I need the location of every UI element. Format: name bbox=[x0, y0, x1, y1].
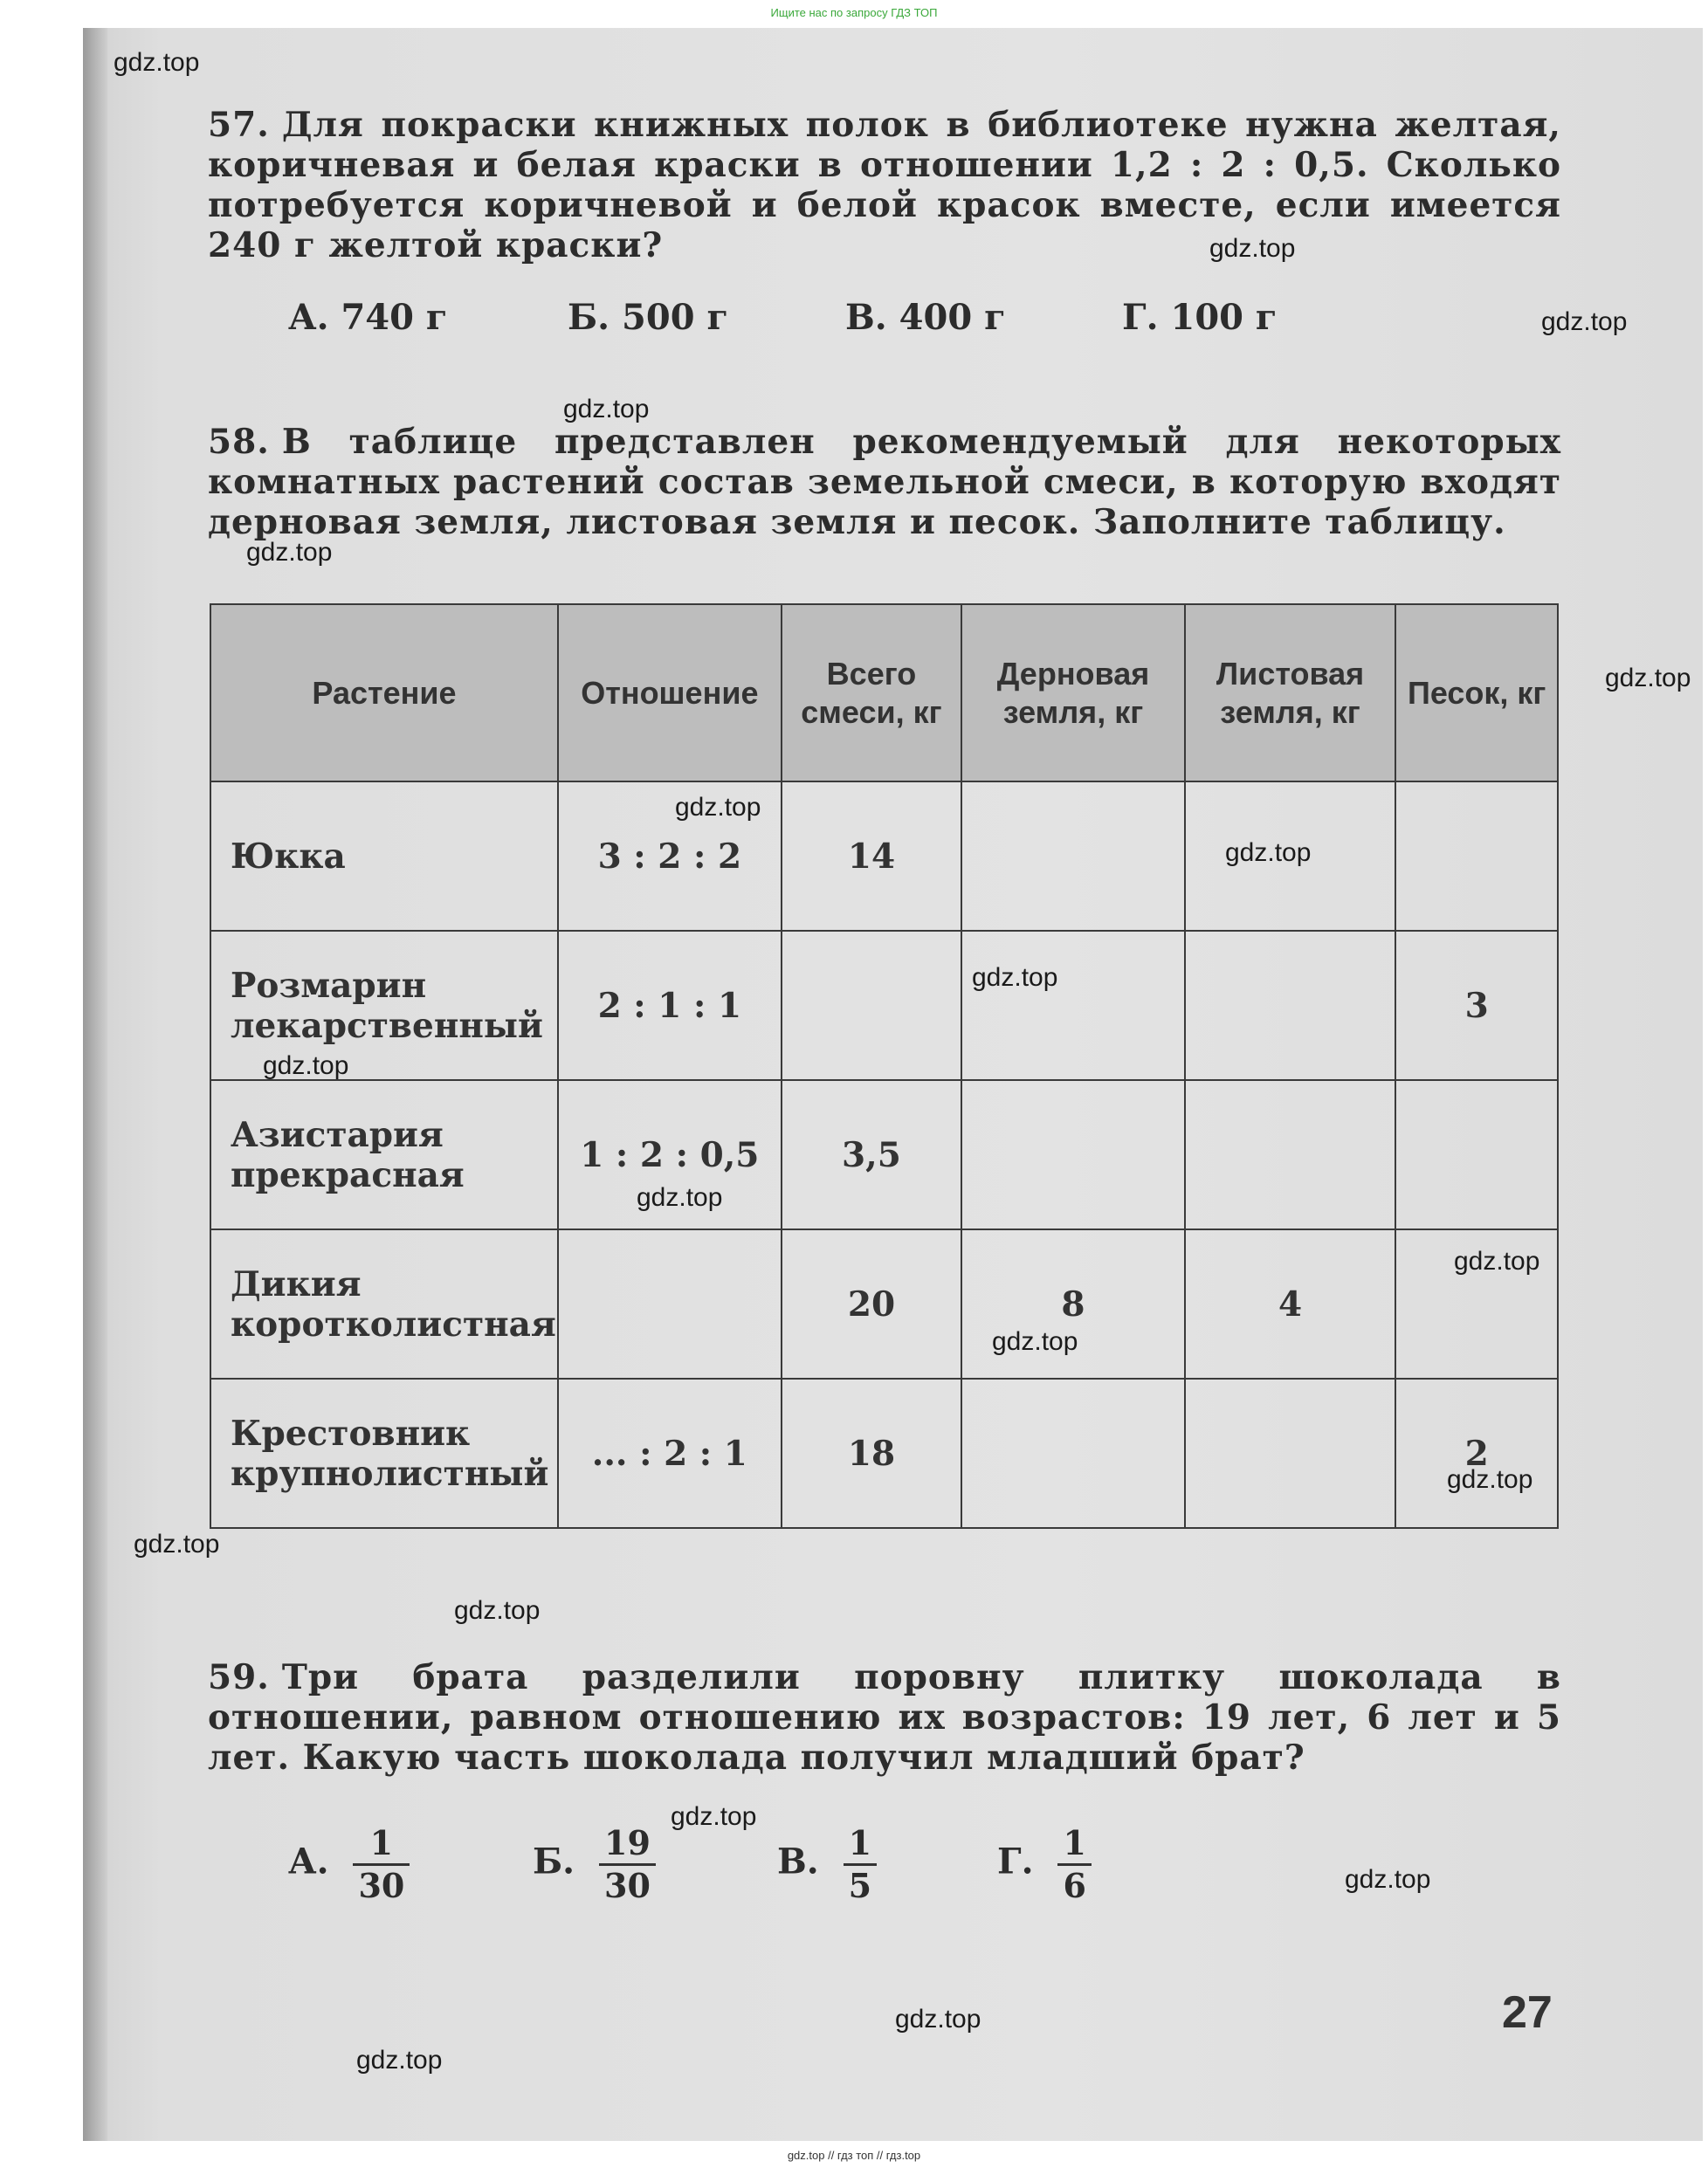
task-59-number: 59. bbox=[208, 1657, 270, 1697]
task-57-text: Для покраски книжных полок в библиотеке нужна желтая, коричневая и белая краски в отношении 1,2 : 2 : 0,5. Сколько потребуется коричневой и белой красок вместе, если имеется 240 г желтой краски? bbox=[208, 105, 1561, 265]
task-58-text: В таблице представлен рекомендуемый для некоторых комнатных растений состав земельной смеси, в которую входят дерновая земля, листовая земля и песок. Заполните таблицу. bbox=[208, 422, 1561, 542]
task-57-answer-d: Г. 100 г bbox=[1122, 297, 1278, 338]
watermark: gdz.top bbox=[114, 48, 200, 77]
cell-ratio: 2 : 1 : 1 bbox=[558, 931, 782, 1080]
watermark: gdz.top bbox=[1454, 1247, 1540, 1276]
watermark: gdz.top bbox=[263, 1051, 349, 1080]
watermark: gdz.top bbox=[1605, 664, 1691, 692]
watermark: gdz.top bbox=[675, 793, 761, 822]
table-row bbox=[210, 1080, 1558, 1229]
cell-ratio: 3 : 2 : 2 bbox=[558, 781, 782, 931]
task-59-answer-b: Б. $\frac{19}{30}$ bbox=[533, 1823, 656, 1906]
watermark: gdz.top bbox=[246, 538, 333, 567]
top-banner[interactable]: Ищите нас по запросу ГДЗ ТОП bbox=[770, 6, 938, 19]
watermark: gdz.top bbox=[1209, 234, 1296, 263]
cell-total: 14 bbox=[782, 781, 962, 931]
book-spine-shadow bbox=[83, 28, 107, 2141]
task-57 bbox=[208, 105, 1561, 265]
header-plant: Растение bbox=[210, 604, 558, 781]
task-58 bbox=[208, 422, 1561, 542]
cell-plant: Дикия коротколистная bbox=[210, 1229, 558, 1379]
cell-ratio[interactable] bbox=[558, 1229, 782, 1379]
header-sand: Песок, кг bbox=[1395, 604, 1558, 781]
cell-turf: 8 bbox=[961, 1229, 1185, 1379]
fraction: $\frac{1}{30}$ bbox=[353, 1823, 410, 1906]
cell-plant: Крестовник крупнолистный bbox=[210, 1379, 558, 1528]
table-row bbox=[210, 1229, 1558, 1379]
task-57-number: 57. bbox=[208, 105, 270, 145]
watermark: gdz.top bbox=[895, 2005, 981, 2034]
watermark: gdz.top bbox=[563, 395, 650, 423]
cell-turf[interactable] bbox=[961, 931, 1185, 1080]
task-59-answer-a: А. $\frac{1}{30}$ bbox=[288, 1823, 410, 1906]
page-number: 27 bbox=[1502, 1987, 1553, 2038]
watermark: gdz.top bbox=[992, 1327, 1078, 1356]
cell-plant: Азистария прекрасная bbox=[210, 1080, 558, 1229]
cell-plant: Розмарин лекарственный bbox=[210, 931, 558, 1080]
cell-leaf[interactable] bbox=[1185, 1379, 1396, 1528]
bottom-banner[interactable]: gdz.top // гдз топ // гдз.top bbox=[787, 2149, 921, 2162]
table-row bbox=[210, 1379, 1558, 1528]
task-59-answer-c: В. $\frac{1}{5}$ bbox=[777, 1823, 877, 1906]
fraction: $\frac{1}{6}$ bbox=[1057, 1823, 1091, 1906]
cell-total: 18 bbox=[782, 1379, 962, 1528]
watermark: gdz.top bbox=[1345, 1865, 1431, 1894]
task-57-answer-b: Б. 500 г bbox=[568, 297, 728, 338]
cell-total[interactable] bbox=[782, 931, 962, 1080]
watermark: gdz.top bbox=[1541, 307, 1628, 336]
table-row bbox=[210, 781, 1558, 931]
cell-ratio: 1 : 2 : 0,5 bbox=[558, 1080, 782, 1229]
header-leaf-soil: Листовая земля, кг bbox=[1185, 604, 1396, 781]
task-59-answer-d: Г. $\frac{1}{6}$ bbox=[997, 1823, 1092, 1906]
watermark: gdz.top bbox=[671, 1802, 757, 1831]
watermark: gdz.top bbox=[637, 1183, 723, 1212]
watermark: gdz.top bbox=[134, 1530, 220, 1559]
task-59 bbox=[208, 1657, 1561, 1778]
cell-ratio: ... : 2 : 1 bbox=[558, 1379, 782, 1528]
cell-sand: 3 bbox=[1395, 931, 1558, 1080]
header-ratio: Отношение bbox=[558, 604, 782, 781]
table-header-row bbox=[210, 604, 1558, 781]
fraction: $\frac{1}{5}$ bbox=[844, 1823, 877, 1906]
cell-leaf[interactable] bbox=[1185, 931, 1396, 1080]
task-57-answer-c: В. 400 г bbox=[845, 297, 1006, 338]
cell-total: 20 bbox=[782, 1229, 962, 1379]
task-58-number: 58. bbox=[208, 422, 270, 462]
watermark: gdz.top bbox=[1225, 838, 1312, 867]
fraction: $\frac{19}{30}$ bbox=[599, 1823, 656, 1906]
cell-turf[interactable] bbox=[961, 1379, 1185, 1528]
task-59-text: Три брата разделили поровну плитку шоколада в отношении, равном отношению их возрастов: 19 лет, 6 лет и 5 лет. Какую часть шоколада получил младший брат? bbox=[208, 1657, 1561, 1778]
task-57-answer-a: А. 740 г bbox=[288, 297, 448, 338]
table-row bbox=[210, 931, 1558, 1080]
cell-leaf: 4 bbox=[1185, 1229, 1396, 1379]
cell-turf[interactable] bbox=[961, 1080, 1185, 1229]
header-total-mix: Всего смеси, кг bbox=[782, 604, 962, 781]
cell-sand: 2 bbox=[1395, 1379, 1558, 1528]
header-turf-soil: Дерновая земля, кг bbox=[961, 604, 1185, 781]
cell-leaf[interactable] bbox=[1185, 1080, 1396, 1229]
cell-turf[interactable] bbox=[961, 781, 1185, 931]
watermark: gdz.top bbox=[356, 2046, 443, 2075]
cell-plant: Юкка bbox=[210, 781, 558, 931]
watermark: gdz.top bbox=[972, 963, 1058, 992]
cell-sand[interactable] bbox=[1395, 1080, 1558, 1229]
soil-mixture-table bbox=[210, 603, 1559, 1529]
watermark: gdz.top bbox=[454, 1596, 541, 1625]
cell-sand[interactable] bbox=[1395, 781, 1558, 931]
cell-total: 3,5 bbox=[782, 1080, 962, 1229]
watermark: gdz.top bbox=[1447, 1465, 1533, 1494]
